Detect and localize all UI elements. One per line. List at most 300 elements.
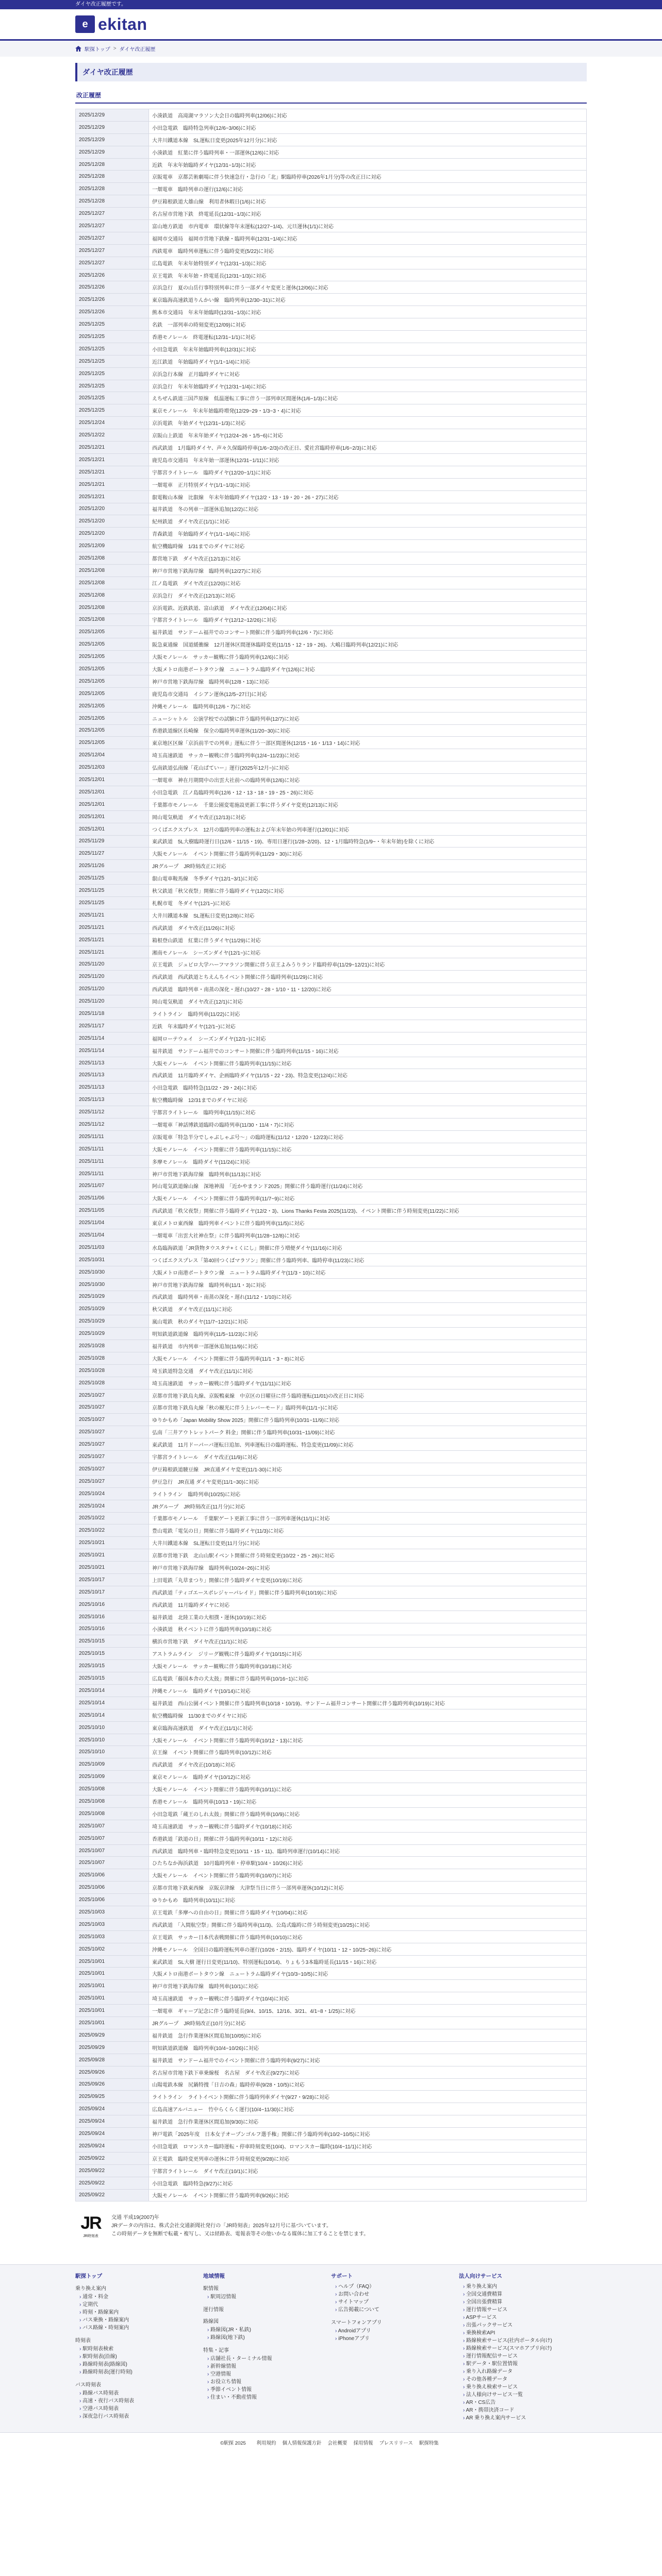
revision-title-link[interactable]: 福井鉄道 西山公園イベント開催に伴う臨時列車(10/18・10/19)、サンドーム福井コンサート開催に伴う臨時列車(10/19)に対応 (152, 1701, 445, 1707)
revision-date: 2025/12/08 (76, 552, 149, 565)
footer-heading-support[interactable]: サポート (331, 2273, 353, 2280)
revision-title-link[interactable]: 小田急電鉄 年末年始臨時列車(12/31)に対応 (152, 347, 256, 353)
revision-title-cell (149, 1364, 587, 1377)
revision-title-link[interactable]: 小田急電鉄 ロマンスカー臨時運転・停車時刻変更(10/4)、ロマンスカー臨時(10/4~11/1)に対応 (152, 2144, 372, 2150)
revision-title-link[interactable]: 沖縄モノレール 臨時列車(12/6・7)に対応 (152, 704, 251, 710)
footer-link[interactable]: › バス乗換・路線案内 (79, 2316, 203, 2324)
footer-link[interactable]: › 駅周辺情報 (207, 2293, 331, 2301)
revision-title-link[interactable]: 名鉄 一部列車の時刻変更(12/09)に対応 (152, 323, 246, 329)
revision-title-link[interactable]: 埼玉鉄道特急交通 ダイヤ改正(11/1)に対応 (152, 1368, 253, 1375)
revision-title-link[interactable]: 埼玉高速鉄道 サッカー観戦に伴う臨時列車(12/4~11/23)に対応 (152, 753, 300, 759)
revision-title-link[interactable]: 京浜急行 夏の山岳行事特別列車に伴う一部ダイヤ変更と運休(12/06)に対応 (152, 285, 328, 292)
revision-date: 2025/10/29 (76, 1291, 149, 1303)
footer-link[interactable]: › 路線時刻表(路線図) (79, 2361, 203, 2368)
revision-title-cell (149, 651, 587, 663)
revision-title-link[interactable]: 宇都宮ライトレール 臨時ダイヤ(12/12~12/26)に対応 (152, 618, 277, 624)
revision-title-link[interactable]: 大阪メトロ南港ポートタウン線 ニュートラム臨時ダイヤ(10/3~10/5)に対応 (152, 1972, 328, 1978)
revision-title-link[interactable]: 横浜市営地下鉄 ダイヤ改正(11/1)に対応 (152, 1639, 248, 1646)
footer-group-bus[interactable]: バス時刻表 (75, 2382, 101, 2388)
revision-title-link[interactable]: 京都市営地下鉄東西線 京阪京津線 大津祭当日に伴う一部列車運休(10/12)に対応 (152, 1886, 344, 1892)
revision-title-link[interactable]: 埼玉高速鉄道 サッカー観戦に伴う臨時ダイヤ(10/4)に対応 (152, 1996, 289, 2003)
revision-title-link[interactable]: つくばエクスプレス 12月の臨時列車の運転および年末年始の列車運行(12/01)に対応 (152, 827, 350, 833)
revision-title-link[interactable]: 近鉄 年末臨時ダイヤ(12/1~)に対応 (152, 1024, 236, 1030)
footer-group-route[interactable]: 乗り換え案内 (75, 2286, 106, 2292)
revision-title-link[interactable]: 阪急東通線 国道緩衝線 12月運休区間運休臨時変更(11/15・12・19・26)、大嶋日臨時列車(12/21)に対応 (152, 642, 399, 649)
revision-title-link[interactable]: 明知鉄道鉄道線 臨時列車(10/4~10/26)に対応 (152, 2045, 259, 2052)
revision-title-link[interactable]: 神戸市営地下鉄海岸線 臨時列車(11/13)に対応 (152, 1172, 261, 1178)
revision-title-cell (149, 1783, 587, 1795)
revision-title-link[interactable]: 小湊鉄道 秋イベントに伴う臨時列車(10/18)に対応 (152, 1627, 272, 1633)
table-row (76, 614, 587, 626)
footer-group-operation[interactable]: 運行情報 (203, 2307, 224, 2313)
revision-title-link[interactable]: 京阪電車 京都芸術劇場に伴う快速急行・急行の「北」駅臨時停車(2026年1月分)等の改正日に対応 (152, 175, 382, 181)
home-icon (75, 46, 81, 52)
footer-link[interactable]: › 広告掲載について (335, 2306, 459, 2314)
revision-title-link[interactable]: 埼玉高速鉄道 サッカー観戦に伴う臨時ダイヤ(11/11)に対応 (152, 1381, 291, 1387)
revision-date: 2025/12/25 (76, 404, 149, 417)
revision-title-link[interactable]: 千葉都市モノレール 千葉公園変電施設更新工事に伴うダイヤ変更(12/13)に対応 (152, 802, 338, 808)
revision-title-link[interactable]: 伊豆急行 JR直通 ダイヤ変更(11/1~30)に対応 (152, 1479, 259, 1485)
revision-title-link[interactable]: 広島高速アルバニュー 竹中らくらく運行(10/4~11/30)に対応 (152, 2107, 294, 2113)
revision-title-link[interactable]: 上田電鉄「丸草まつり」開催に伴う臨時ダイヤ変更(10/19)に対応 (152, 1578, 303, 1584)
table-row (76, 2017, 587, 2029)
revision-title-link[interactable]: 小田急電鉄 臨時特急列車(12/6~3/06)に対応 (152, 125, 256, 131)
revision-title-link[interactable]: 大阪モノレール イベント開催に伴う臨時列車(9/26)に対応 (152, 2193, 289, 2199)
revision-title-link[interactable]: 京阪山上鉄道 年末年始ダイヤ(12/24~26・1/5~6)に対応 (152, 433, 283, 439)
revision-title-link[interactable]: 福井鉄道 サンドーム福井でのコンサート開催に伴う臨時列車(12/6・7)に対応 (152, 630, 334, 636)
revision-title-link[interactable]: 西武鉄道 11月臨時ダイヤに対応 (152, 1602, 230, 1608)
revision-title-link[interactable]: 京浜急行 年末年始臨時ダイヤ(12/31~1/4)に対応 (152, 384, 267, 390)
revision-title-link[interactable]: 西武鉄道 臨時列車・南蒸の深化・遅れ(10/27・28・1/10・11・12/20)に対応 (152, 987, 332, 993)
footer-link[interactable]: › サイトマップ (335, 2298, 459, 2306)
footer-link[interactable]: › 深夜急行バス時刻表 (79, 2413, 203, 2420)
revision-date: 2025/12/28 (76, 171, 149, 183)
footer-link[interactable]: › 乗り換え案内 (463, 2283, 587, 2291)
revision-title-link[interactable]: 大阪モノレール イベント開催に伴う臨時列車(10/07)に対応 (152, 1873, 292, 1879)
revision-title-link[interactable]: 東武鉄道 5L大樹臨時運行日(12/6・11/15・19)、専用日運行(1/28~2/20)、12・1月臨時特急(1/9~・年末年始)を除くに対応 (152, 839, 435, 845)
revision-title-link[interactable]: 阿山電気鉄道線山線 深地神湯 「近かやまランド2025」開催に伴う臨時運行(11/24)に対応 (152, 1184, 363, 1190)
revision-title-link[interactable]: 弘南「三井アウトレットパーク 料金」開催に伴う臨時列車(10/31~11/09)に対応 (152, 1430, 335, 1436)
revision-title-cell (149, 1943, 587, 1955)
revision-title-link[interactable]: 大阪モノレール イベント開催に伴う臨時列車(11/15)に対応 (152, 1061, 292, 1067)
revision-title-link[interactable]: 水島臨海鉄道「JR貨物タウスタテ+ミくにし」開催に伴う増便ダイヤ(11/16)に対応 (152, 1245, 342, 1251)
footer-group-timetable[interactable]: 時刻表 (75, 2338, 91, 2344)
revision-title-link[interactable]: 西鉄電車 臨時列車運転に伴う臨時変更(5/22)に対応 (152, 248, 274, 255)
copyright-link[interactable]: 利用規約 (256, 2441, 276, 2447)
revision-title-link[interactable]: 近鉄 年末年始臨時ダイヤ(12/31~1/3)に対応 (152, 162, 256, 168)
revision-date: 2025/12/08 (76, 564, 149, 577)
revision-title-link[interactable]: 神戸市営地下鉄海岸線 臨時列車(10/24~26)に対応 (152, 1566, 270, 1572)
revision-title-link[interactable]: 一畑電車「神話博鉄道臨時の臨時列車(11/30・11/4・7)に対応 (152, 1122, 294, 1128)
revision-date: 2025/11/04 (76, 1229, 149, 1242)
revision-title-link[interactable]: 香港鉄道線区長崎線 保全の臨時列車運休(11/20~30)に対応 (152, 728, 290, 735)
revision-title-link[interactable]: ゆりかもめ「Japan Mobility Show 2025」開催に伴う臨時列車(10/31~11/9)に対応 (152, 1418, 339, 1424)
revision-title-link[interactable]: 近江鉄道 年始臨時ダイヤ(1/1~1/4)に対応 (152, 359, 251, 365)
revision-title-link[interactable]: JRグループ JR時刻改正(11月分)に対応 (152, 1504, 245, 1510)
footer-link[interactable]: › 時刻・路線案内 (79, 2309, 203, 2316)
revision-title-link[interactable]: 京王線 イベント開催に伴う臨時列車(10/12)に対応 (152, 1750, 272, 1756)
revision-title-link[interactable]: 京王電鉄 サッカー日本代表戦開催に伴う臨時列車(10/10)に対応 (152, 1935, 303, 1941)
revision-title-link[interactable]: 西武鉄道 11月臨時ダイヤ、企画臨時ダイヤ(11/15・22・23)、特急変更(12/4)に対応 (152, 1073, 347, 1079)
revision-title-link[interactable]: 神戸市営地下鉄海岸線 臨時列車(12/8・13)に対応 (152, 679, 270, 685)
revision-date: 2025/10/27 (76, 1451, 149, 1463)
revision-title-link[interactable]: 福井鉄道 急行作業運休区間追加(9/30)に対応 (152, 2120, 259, 2126)
revision-date: 2025/12/21 (76, 442, 149, 454)
revision-title-link[interactable]: 岡山電気軌道 ダイヤ改正(12/1)に対応 (152, 999, 243, 1006)
revision-title-link[interactable]: 京王電鉄 年末年始・終電延長(12/31~1/3)に対応 (152, 273, 267, 279)
revision-title-link[interactable]: 宇都宮ライトレール 臨時列車(11/15)に対応 (152, 1110, 256, 1116)
revision-title-link[interactable]: 名古屋市営地下鉄 終電延長(12/31~1/3)に対応 (152, 212, 261, 218)
revision-title-link[interactable]: ライトライン 臨時列車(10/25)に対応 (152, 1492, 241, 1498)
revision-title-link[interactable]: 神戸市営地下鉄海岸線 臨時列車(11/1・3)に対応 (152, 1282, 266, 1289)
revision-title-link[interactable]: 小湊鉄道 高滝湖マラソン大会日の臨時列車(12/06)に対応 (152, 113, 287, 119)
revision-title-link[interactable]: 宇都宮ライトレール ダイヤ改正(11/9)に対応 (152, 1455, 258, 1461)
footer-link[interactable]: › 全国出張費精算 (463, 2298, 587, 2306)
footer-heading-business[interactable]: 法人向けサービス (459, 2273, 502, 2280)
revision-title-link[interactable]: 神戸市営地下鉄海岸線 臨時列車(10/1)に対応 (152, 1984, 259, 1990)
revision-title-cell (149, 1008, 587, 1020)
revision-title-link[interactable]: 航空機臨時線 11/30までのダイヤに対応 (152, 1713, 247, 1719)
revision-title-link[interactable]: 都営地下鉄 ダイヤ改正(12/13)に対応 (152, 556, 241, 562)
revision-title-link[interactable]: 西武鉄道 ダイヤ改正(11/26)に対応 (152, 925, 235, 931)
table-row (76, 208, 587, 220)
footer-link[interactable]: › 季節イベント情報 (207, 2386, 331, 2394)
revision-history-table (75, 109, 587, 2201)
revision-title-link[interactable]: 京都市営地下鉄鳥丸線「秋の観光に伴う上レバーモード」臨時列車(11/1~)に対応 (152, 1405, 338, 1412)
revision-title-link[interactable]: 京浜急行本線 正月臨時ダイヤに対応 (152, 371, 240, 378)
footer-link[interactable]: › 住まい・不動産情報 (207, 2394, 331, 2401)
revision-title-link[interactable]: 江ノ島電鉄 ダイヤ改正(12/20)に対応 (152, 581, 241, 587)
footer-link[interactable]: › 全国交通費精算 (463, 2291, 587, 2298)
revision-title-link[interactable]: 西武鉄道 1月臨時ダイヤ、声々久保臨時停車(1/6~2/3)の改正日、愛社宮臨時停車(1/6~2/3)に対応 (152, 445, 377, 451)
revision-title-link[interactable]: 小田急電鉄 臨時特急(11/22・29・24)に対応 (152, 1086, 257, 1092)
revision-title-link[interactable]: 京浜電鉄 年始ダイヤ(12/31~1/3)に対応 (152, 421, 246, 427)
footer-link[interactable]: › AR 乗り換え案内サービス (463, 2414, 587, 2422)
revision-title-link[interactable]: ニューシャトル 公演学校での試験に伴う臨時列車(12/7)に対応 (152, 716, 300, 722)
revision-title-link[interactable]: 東京モノレール 臨時ダイヤ(10/12)に対応 (152, 1775, 251, 1781)
table-row (76, 638, 587, 651)
revision-title-link[interactable]: 湘南モノレール シーズンダイヤ(12/1~)に対応 (152, 950, 261, 956)
revision-title-link[interactable]: 箱根登山鉄道 紅葉に伴うダイヤ(11/29)に対応 (152, 938, 261, 944)
revision-title-link[interactable]: 秋父鉄道「秋父夜祭」開催に伴う臨時ダイヤ(12/2)に対応 (152, 889, 284, 895)
revision-title-link[interactable]: 京浜急行 ダイヤ改正(12/13)に対応 (152, 593, 236, 599)
footer-link[interactable]: › 空港バス時刻表 (79, 2405, 203, 2413)
footer-link[interactable]: › 高速・夜行バス時刻表 (79, 2397, 203, 2405)
revision-date: 2025/12/28 (76, 158, 149, 171)
revision-title-link[interactable]: 大阪メトロ南港ポートタウン線 ニュートラム臨時ダイヤ(11/3・10)に対応 (152, 1270, 326, 1276)
footer-link[interactable]: › 新幹線情報 (207, 2363, 331, 2370)
table-row (76, 1475, 587, 1487)
table-row (76, 1709, 587, 1721)
revision-title-link[interactable]: 宇都宮ライトレール 臨時ダイヤ(12/20~1/1)に対応 (152, 470, 271, 476)
revision-title-link[interactable]: 福井鉄道 冬の列車一部運休追加(12/2)に対応 (152, 507, 259, 513)
footer-link[interactable]: › 乗換検索API (463, 2329, 587, 2337)
revision-title-cell (149, 1869, 587, 1882)
revision-title-link[interactable]: つくばエクスプレス「第40回つくばマラソン」開催に伴う臨時列車、臨時停車(11/23)に対応 (152, 1258, 365, 1264)
revision-title-link[interactable]: 大阪モノレール イベント開催に伴う臨時列車(11/15)に対応 (152, 1147, 292, 1153)
revision-title-link[interactable]: 青森鉄道 年始臨時ダイヤ(1/1~1/4)に対応 (152, 532, 251, 538)
revision-title-link[interactable]: 伊豆箱根鉄道駿豆線 JR直通ダイヤ変更(11/1-30)に対応 (152, 1467, 282, 1473)
table-row (76, 1721, 587, 1734)
footer-link[interactable]: › 定期代 (79, 2301, 203, 2309)
footer-link[interactable]: › 路線図(地下鉄) (207, 2334, 331, 2342)
revision-title-link[interactable]: 広島電鉄 年末年始特別ダイヤ(12/31~1/3)に対応 (152, 261, 267, 267)
revision-title-link[interactable]: 札幌市電 冬ダイヤ(12/1~)に対応 (152, 901, 230, 907)
revision-title-link[interactable]: 千葉都市モノレール 千葉駅ゲート更新工事に伴う一部列車運休(11/1)に対応 (152, 1516, 330, 1522)
revision-title-link[interactable]: 小田急電鉄「蔵王のしれ太鼓」開催に伴う臨時列車(10/9)に対応 (152, 1811, 300, 1818)
revision-title-cell (149, 1205, 587, 1217)
revision-title-link[interactable]: 西武鉄道 臨時列車・臨時特急変更(10/11・15・11)、臨時列車運行(10/14)に対応 (152, 1849, 340, 1855)
revision-title-link[interactable]: ライトライン ライトイベント開催に伴う臨時列車ダイヤ(9/27・9/28)に対応 (152, 2095, 329, 2101)
revision-title-link[interactable]: JRグループ JR時刻改正に対応 (152, 864, 226, 870)
revision-title-link[interactable]: 大阪モノレール イベント開催に伴う臨時列車(11/29・30)に対応 (152, 852, 303, 858)
footer-link[interactable]: › 乗り換え検索サービス (463, 2383, 587, 2391)
revision-title-link[interactable]: 鹿児島市交通局 年末年始一部運休(12/31~1/11)に対応 (152, 457, 279, 464)
notice-text (111, 2213, 369, 2239)
footer-link[interactable]: › 路線検索サービス(スマホアプリ向け) (463, 2345, 587, 2352)
revision-title-link[interactable]: 東武鉄道 11月ドーパーバ運転日追加、列車運転日の臨時運転、特急変更(11/09)に対応 (152, 1443, 354, 1449)
revision-title-link[interactable]: 福井鉄道 サンドーム福井でのイベント開催に伴う臨時列車(9/27)に対応 (152, 2058, 320, 2064)
table-row (76, 1672, 587, 1685)
revision-date: 2025/12/24 (76, 417, 149, 429)
revision-title-link[interactable]: 福岡市交通局 福岡市営地下鉄線・臨時列車(12/31~1/4)に対応 (152, 236, 297, 242)
revision-date: 2025/12/01 (76, 774, 149, 786)
table-row (76, 171, 587, 183)
revision-title-link[interactable]: 神戸市営地下鉄海岸線 臨時列車(12/27)に対応 (152, 568, 261, 574)
footer-link[interactable]: › 店舗社長・ターミナル情報 (207, 2355, 331, 2363)
footer-link[interactable]: › 乗り入れ路線データ (463, 2368, 587, 2376)
table-row (76, 1512, 587, 1524)
footer-link[interactable]: › AR・CS広告 (463, 2399, 587, 2406)
revision-title-link[interactable]: 香港モノレール 臨時列車(10/13・19)に対応 (152, 1799, 257, 1805)
revision-title-link[interactable]: 叡山電車鞍馬線 冬季ダイヤ(12/1~3/1)に対応 (152, 876, 258, 883)
revision-date: 2025/10/01 (76, 2005, 149, 2017)
footer-heading-top[interactable]: 駅探トップ (75, 2273, 103, 2280)
revision-title-link[interactable]: えちぜん鉄道三国芦原線 低温運転工事に伴う一部列車区間運休(1/6~1/3)に対応 (152, 396, 338, 402)
revision-title-link[interactable]: 西武鉄道 臨時列車・南蒸の深化・遅れ(11/12・1/10)に対応 (152, 1295, 292, 1301)
table-row (76, 848, 587, 860)
revision-title-link[interactable]: 一畑電車 ギャーブ記念に伴う臨時延長(9/4、10/15、12/16、3/21、4/1~8・1/25)に対応 (152, 2009, 356, 2015)
revision-title-link[interactable]: 東京地区区線「京浜前半での列車」運転に伴う一部区間運休(12/15・16・1/13・14)に対応 (152, 741, 360, 747)
footer-link[interactable]: › 空港情報 (207, 2370, 331, 2378)
revision-title-link[interactable]: 叡電鞍山本線 比叡線 年末年始臨時ダイヤ(12/2・13・19・20・26・27)に対応 (152, 495, 339, 501)
revision-date: 2025/10/07 (76, 1844, 149, 1857)
revision-title-link[interactable]: 京浜電鉄、近鉄鉄道、富山鉄道 ダイヤ改正(12/04)に対応 (152, 605, 287, 612)
revision-title-link[interactable]: 名古屋市営地下鉄下車乗線桜 名古屋 ダイヤ改正(9/27)に対応 (152, 2070, 300, 2076)
revision-title-link[interactable]: 東京臨海高速鉄道 ダイヤ改正(11/1)に対応 (152, 1725, 253, 1732)
revision-title-link[interactable]: 東京メトロ東西線 臨時列車イベントに伴う臨時列車(11/5)に対応 (152, 1221, 305, 1227)
jr-logo-subtext: JR時刻表 (83, 2234, 98, 2239)
revision-date: 2025/12/08 (76, 589, 149, 601)
copyright-link[interactable]: 会社概要 (327, 2441, 347, 2447)
revision-title-link[interactable]: 西武鉄道「ティゴエースポレジャーパレイド」開催に伴う臨時列車(10/19)に対応 (152, 1590, 337, 1596)
revision-title-link[interactable]: 西武鉄道 ダイヤ改正(10/18)に対応 (152, 1762, 236, 1769)
footer-group-articles[interactable]: 特集・記事 (203, 2348, 229, 2354)
revision-title-link[interactable]: 大阪モノレール サッカー観戦に伴う臨時列車(10/18)に対応 (152, 1664, 292, 1670)
revision-title-cell (149, 306, 587, 318)
footer-link[interactable]: › AR・携帯決済コード (463, 2406, 587, 2414)
table-row (76, 946, 587, 958)
copyright-link[interactable]: 採用情報 (353, 2441, 373, 2447)
revision-title-link[interactable]: 航空機臨時線 12/31までのダイヤに対応 (152, 1098, 247, 1104)
revision-title-link[interactable]: 福井鉄道 市内列車一部運休追加(11/9)に対応 (152, 1344, 258, 1350)
revision-title-link[interactable]: 一畑電車 臨時列車の運行(12/6)に対応 (152, 187, 243, 193)
footer-link[interactable]: › 路線図(JR・私鉄) (207, 2326, 331, 2334)
footer-link[interactable]: › 路線バス時刻表 (79, 2389, 203, 2397)
revision-title-cell (149, 2115, 587, 2128)
table-row (76, 540, 587, 552)
revision-title-link[interactable]: 嵐山電鉄 秋のダイヤ(11/7~12/21)に対応 (152, 1319, 249, 1326)
site-logo[interactable] (75, 15, 147, 34)
revision-date: 2025/12/29 (76, 133, 149, 146)
revision-title-link[interactable]: 京王電鉄 ジュビロ大学ハーフマラソン開催に伴う京王よみうりランド臨時停車(11/29~12/21)に対応 (152, 962, 385, 969)
revision-title-link[interactable]: 福岡ローテウェイ シーズンダイヤ(12/1~)に対応 (152, 1036, 266, 1042)
revision-title-link[interactable]: 京王電鉄 臨時変更列車の運休に伴う時刻変更(9/28)に対応 (152, 2156, 290, 2162)
revision-title-link[interactable]: 一畑電車「出雲大社神在祭」に伴う臨時列車(11/28~12/8)に対応 (152, 1233, 300, 1239)
footer-link[interactable]: › 駅時刻表(沿線) (79, 2353, 203, 2361)
revision-title-link[interactable]: 弘南鉄道弘南線「花山ぱていー」運行(2025年12月~)に対応 (152, 766, 289, 772)
table-row (76, 1783, 587, 1795)
revision-title-link[interactable]: 鹿児島市交通局 イシアン運休(12/5~27日)に対応 (152, 691, 267, 698)
revision-title-link[interactable]: 福井鉄道 急行作業運休区間追加(10/05)に対応 (152, 2033, 261, 2039)
revision-date: 2025/11/14 (76, 1044, 149, 1057)
revision-title-link[interactable]: 大井川鐵道本線 SL運転日変更(11月分)に対応 (152, 1541, 260, 1547)
revision-title-link[interactable]: 大井川鐵道本線 SL運転日変更(12/8)に対応 (152, 913, 255, 919)
revision-title-link[interactable]: 香港鉄道「鉄道の日」開催に伴う臨時列車(10/11・12)に対応 (152, 1836, 293, 1842)
revision-title-link[interactable]: 神戸電鉄「2025年度 日本女子オープンゴルフ選手権」開催に伴う臨時列車(10/2~10/5)に対応 (152, 2132, 370, 2138)
footer-link[interactable]: › その他各種データ (463, 2376, 587, 2383)
table-row (76, 798, 587, 810)
revision-title-link[interactable]: ゆりかもめ 臨時列車(10/11)に対応 (152, 1898, 235, 1904)
revision-title-cell (149, 1685, 587, 1697)
footer-list (331, 2283, 459, 2314)
revision-title-link[interactable]: 東武鉄道 SL大樹 運行日変更(11/10)、特別運転(10/14)、りょもう3本臨時延長(11/15・16)に対応 (152, 1959, 377, 1965)
copyright-link[interactable]: 個人情報保護方針 (282, 2441, 322, 2447)
revision-title-link[interactable]: 紀州鉄道 ダイヤ改正(1/1)に対応 (152, 519, 230, 526)
table-row (76, 589, 587, 601)
revision-date: 2025/12/27 (76, 220, 149, 232)
revision-title-link[interactable]: 京王電鉄「多摩への自由の日」開催に伴う臨時ダイヤ(10/04)に対応 (152, 1910, 308, 1916)
footer-group-routemap[interactable]: 路線図 (203, 2319, 219, 2325)
revision-title-link[interactable]: 伊豆箱根鉄道大雄山線 利用者休暇日(1/6)に対応 (152, 199, 266, 206)
revision-title-link[interactable]: 福井鉄道 サンドーム福井でのコンサート開催に伴う臨時列車(11/15・16)に対応 (152, 1048, 339, 1055)
revision-title-link[interactable]: 埼玉高速鉄道 サッカー観戦に伴う臨時ダイヤ(10/18)に対応 (152, 1824, 292, 1830)
revision-title-link[interactable]: 明知鉄道鉄道線 臨時列車(11/5~11/23)に対応 (152, 1332, 258, 1338)
revision-title-link[interactable]: 一畑電車 正月特別ダイヤ(1/1~1/3)に対応 (152, 482, 251, 488)
revision-title-link[interactable]: 大阪モノレール イベント開催に伴う臨時列車(10/12・13)に対応 (152, 1738, 303, 1744)
footer-link[interactable]: › 法人様向けサービス一覧 (463, 2391, 587, 2399)
revision-title-link[interactable]: アストラムライン ジリーグ観戦に伴う臨時ダイヤ(10/15)に対応 (152, 1652, 302, 1658)
revision-title-link[interactable]: 京阪電車「特急半分でしゃぶしゃぶ号～」の臨時運転(11/12・12/20・12/23)に対応 (152, 1134, 343, 1141)
table-row (76, 1943, 587, 1955)
footer-link[interactable]: › ASPサービス (463, 2314, 587, 2321)
revision-date: 2025/10/16 (76, 1623, 149, 1635)
revision-title-link[interactable]: 小湊鉄道 紅葉に伴う臨時列車・一部運休(12/6)に対応 (152, 150, 279, 156)
revision-title-link[interactable]: 宇都宮ライトレール ダイヤ改正(10/1)に対応 (152, 2168, 258, 2175)
footer-link[interactable]: › 駅データ・駅位置情報 (463, 2360, 587, 2368)
revision-title-link[interactable]: 東京臨海高速鉄道りんかい線 臨時列車(12/30~31)に対応 (152, 298, 286, 304)
footer-link[interactable]: › 通常・料金 (79, 2293, 203, 2301)
revision-title-link[interactable]: 西武鉄道 「入間航空祭」開催に伴う臨時列車(11/3)、公島式臨時に伴う時刻変更(10/25)に対応 (152, 1922, 370, 1928)
revision-date: 2025/10/24 (76, 1487, 149, 1500)
revision-title-link[interactable]: 京都市営地下鉄烏丸線、京阪鴨東線 中京区の日曜昼に伴う臨時運転(11/01)の改正日に対応 (152, 1393, 364, 1399)
revision-title-link[interactable]: 大阪モノレール イベント開催に伴う臨時列車(11/1・3・8)に対応 (152, 1356, 305, 1362)
footer-link[interactable]: › お役立ち情報 (207, 2378, 331, 2386)
revision-title-link[interactable]: 大阪モノレール イベント開催に伴う臨時列車(10/11)に対応 (152, 1787, 292, 1793)
footer-link[interactable]: › 出張パックサービス (463, 2321, 587, 2329)
revision-title-link[interactable]: 沖縄モノレール 臨時ダイヤ(10/14)に対応 (152, 1688, 251, 1694)
footer-link[interactable]: › Androidアプリ (335, 2327, 459, 2335)
footer-link[interactable]: › 駅時刻表検索 (79, 2345, 203, 2353)
revision-title-link[interactable]: ライトライン 臨時列車(11/22)に対応 (152, 1011, 240, 1018)
jr-timetable-logo (75, 2213, 106, 2243)
revision-title-link[interactable]: 多摩モノレール 臨時ダイヤ(11/24)に対応 (152, 1159, 251, 1165)
revision-title-link[interactable]: 豊山電鉄「電気の日」開催に伴う臨時ダイヤ(11/3)に対応 (152, 1529, 284, 1535)
revision-title-link[interactable]: 大井川鐵道本線 SL運転日変更(2025年12月分)に対応 (152, 138, 277, 144)
revision-title-link[interactable]: 東京モノレール 年末年始臨時増発(12/29~29・1/3~3・4)に対応 (152, 409, 301, 415)
revision-title-link[interactable]: 香港モノレール 終電運転(12/31~1/1)に対応 (152, 334, 256, 341)
footer-group-apps[interactable]: スマートフォンアプリ (331, 2320, 382, 2326)
revision-title-link[interactable]: 小田急電鉄 江ノ島臨時列車(12/6・12・13・18・19・25・26)に対応 (152, 790, 313, 796)
footer-link[interactable]: › iPhoneアプリ (335, 2335, 459, 2343)
revision-title-cell (149, 638, 587, 651)
revision-title-cell (149, 761, 587, 774)
revision-title-link[interactable]: JRグループ JR時刻改正(10月分)に対応 (152, 2021, 246, 2027)
revision-title-link[interactable]: 一畑電車 神在月期間中の出雲大社前への臨時列車(12/6)に対応 (152, 778, 300, 784)
revision-title-link[interactable]: 山陽電鉄本線 尻鍋特捜「日吉の森」臨時停車(9/28・10/5)に対応 (152, 2082, 305, 2089)
revision-title-link[interactable]: 広島電鉄「藤国本舎の犬太鼓」開催に伴う臨時列車(10/16~1)に対応 (152, 1676, 309, 1683)
revision-title-link[interactable]: 西武鉄道 西武鉄道とちえんちイベント開催に伴う臨時列車(11/29)に対応 (152, 975, 323, 981)
copyright-link[interactable]: 駅探特集 (419, 2441, 439, 2447)
footer-link[interactable]: › お問い合わせ (335, 2291, 459, 2298)
revision-date: 2025/11/12 (76, 1118, 149, 1131)
footer-heading-area[interactable]: 地域情報 (203, 2273, 225, 2280)
revision-title-link[interactable]: 航空機臨時線 1/31までのダイヤに対応 (152, 544, 245, 550)
revision-date: 2025/12/05 (76, 638, 149, 651)
revision-date: 2025/10/28 (76, 1377, 149, 1389)
revision-title-link[interactable]: 熊本市交通局 年末年始臨時(12/31~1/3)に対応 (152, 310, 261, 316)
table-row (76, 1032, 587, 1044)
footer-group-station[interactable]: 駅情報 (203, 2286, 219, 2292)
revision-title-link[interactable]: 小田急電鉄 臨時特急(9/27)に対応 (152, 2181, 233, 2187)
footer-link[interactable]: › ヘルプ（FAQ） (335, 2283, 459, 2291)
revision-title-link[interactable]: 沖縄モノレール 全国日の臨時運転列車の運行(10/26・2/15)、臨時ダイヤ(10/11・12・10/25~26)に対応 (152, 1947, 392, 1953)
revision-title-link[interactable]: 富山地方鉄道 市内電車 環状線等年末運転(12/27~1/4)、元旦運休(1/1)に対応 (152, 224, 334, 230)
revision-title-link[interactable]: 西武鉄道「秩父夜祭」開催に伴う臨時ダイヤ(12/2・3)、Lions Thanks Festa 2025(11/23)、イベント開催に伴う時刻変更(11/22)に対応 (152, 1209, 459, 1215)
footer-link[interactable]: › バス路線・時刻案内 (79, 2324, 203, 2332)
revision-title-cell (149, 331, 587, 343)
footer-link[interactable]: › 路線検索サービス(社内ポータル向け) (463, 2337, 587, 2345)
revision-title-link[interactable]: 福井鉄道 北陸工業の大相撲・運休(10/19)に対応 (152, 1615, 267, 1621)
revision-title-link[interactable]: 京都市営地下鉄 北山山駅イベント開催に伴う時刻変更(10/22・25・26)に対応 (152, 1553, 335, 1560)
revision-date: 2025/12/22 (76, 429, 149, 442)
revision-title-link[interactable]: 大阪モノレール サッカー観戦に伴う臨時列車(12/6)に対応 (152, 655, 289, 661)
revision-title-link[interactable]: ひたちなか海浜鉄道 10月臨時列車・停車駅(10/4・10/26)に対応 (152, 1861, 303, 1867)
revision-date: 2025/10/14 (76, 1685, 149, 1697)
breadcrumb-home-link[interactable]: 駅探トップ (85, 47, 110, 53)
revision-date: 2025/12/25 (76, 392, 149, 404)
copyright-link[interactable]: プレスリリース (379, 2441, 413, 2447)
revision-title-link[interactable]: 岡山電気軌道 ダイヤ改正(12/13)に対応 (152, 815, 246, 821)
revision-title-link[interactable]: 大阪モノレール イベント開催に伴う臨時列車(11/7~9)に対応 (152, 1196, 295, 1202)
footer-link[interactable]: › 運行情報サービス (463, 2306, 587, 2314)
revision-title-link[interactable]: 大阪メトロ南港ポートタウン線 ニュートラム臨時ダイヤ(12/6)に対応 (152, 667, 315, 673)
revision-date: 2025/10/27 (76, 1426, 149, 1438)
revision-title-link[interactable]: 秋父鉄道 ダイヤ改正(11/1)に対応 (152, 1307, 233, 1313)
footer-link[interactable]: › 運行情報配信サービス (463, 2352, 587, 2360)
footer-link[interactable]: › 路線時刻表(運行時刻) (79, 2368, 203, 2376)
revision-title-cell (149, 2005, 587, 2017)
